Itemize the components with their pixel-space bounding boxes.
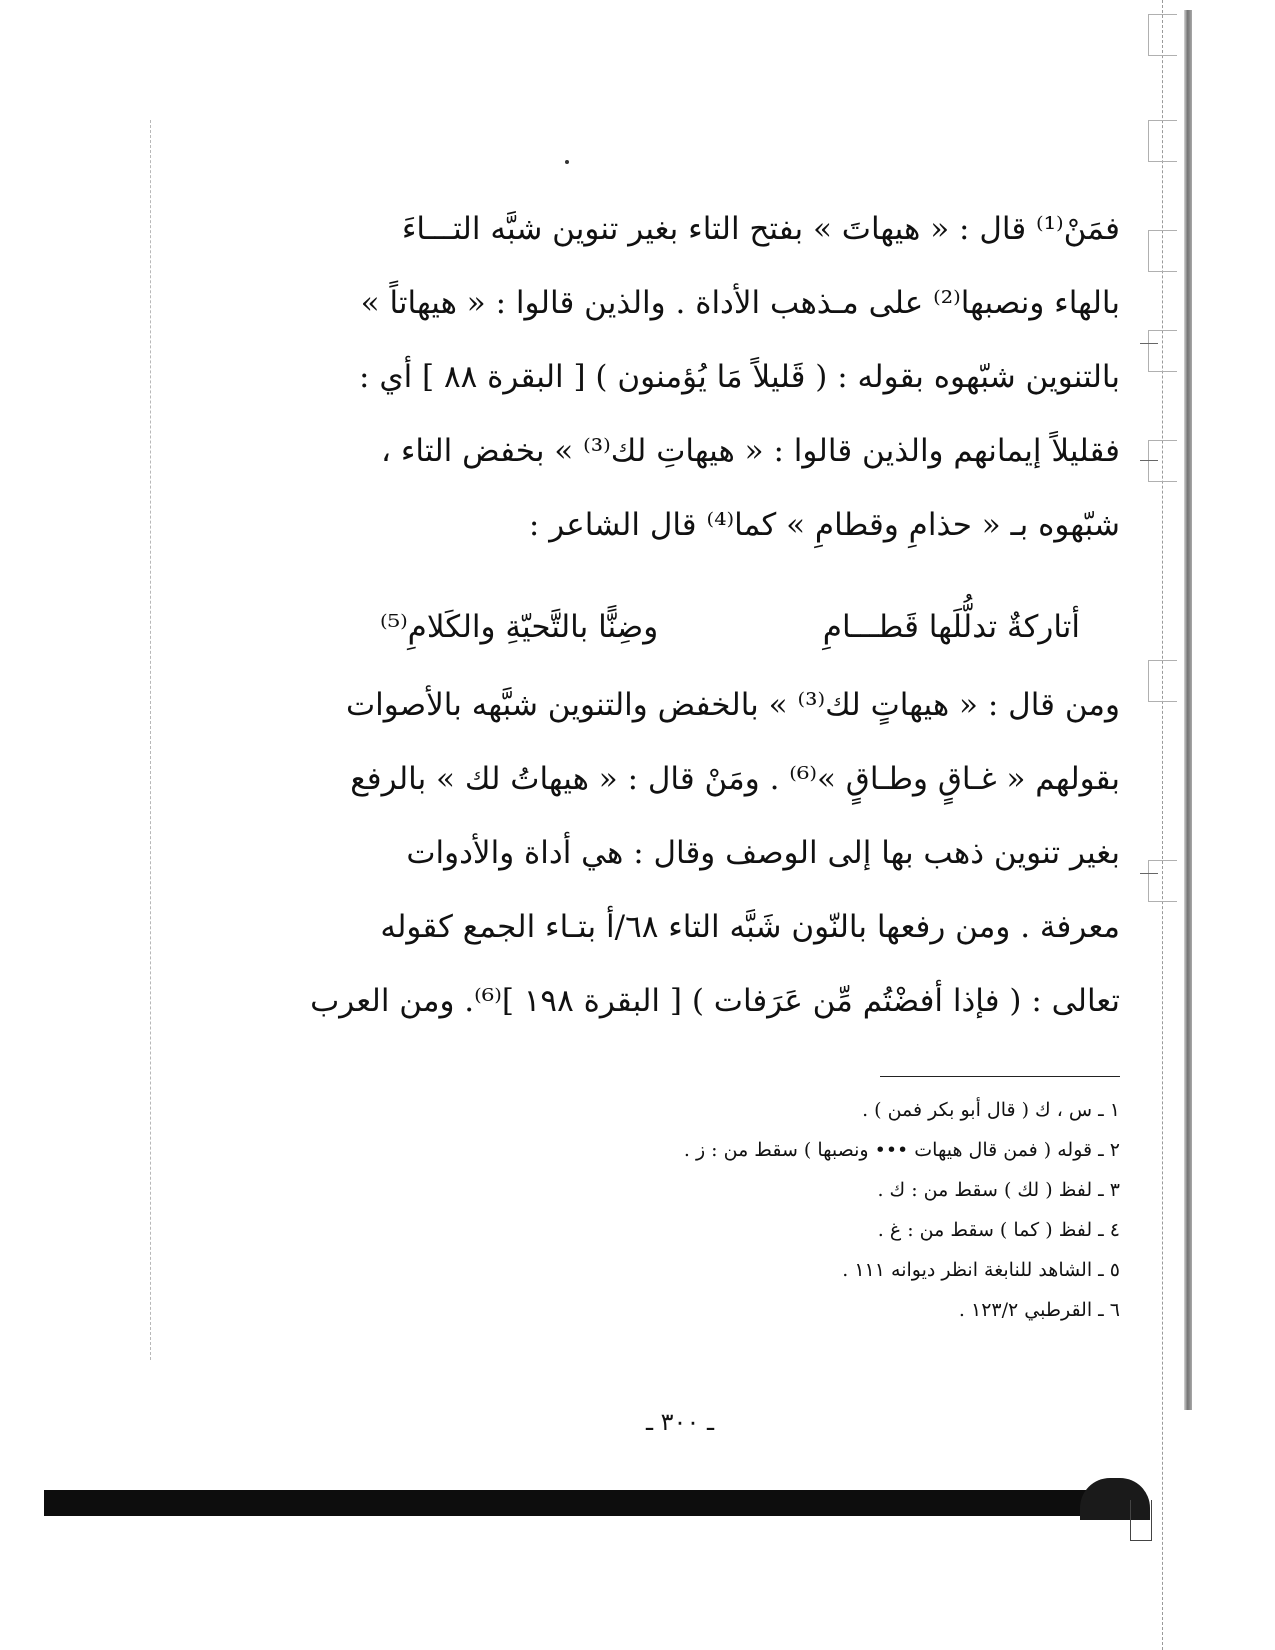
footnote: ٤ ـ لفظ ( كما ) سقط من : غ . [877, 1219, 1120, 1241]
binding-tab [1148, 14, 1177, 56]
footnote-separator [880, 1076, 1120, 1077]
binding-tab [1148, 120, 1177, 162]
binding-notch [1140, 873, 1158, 874]
binding-tab [1148, 860, 1177, 902]
binding-notch [1140, 343, 1158, 344]
text-line: شبّهوه بـ « حذامِ وقطامِ » كما⁽⁴⁾ قال الشاعر : [528, 507, 1120, 543]
binding-edge [1140, 0, 1200, 1650]
footnote: ٥ ـ الشاهد للنابغة انظر ديوانه ١١١ . [842, 1259, 1120, 1281]
footnote: ٢ ـ قوله ( فمن قال هيهات ••• ونصبها ) سقط من : ز . [683, 1139, 1120, 1161]
text-line: ومن قال : « هيهاتٍ لك⁽³⁾ » بالخفض والتنوين شبَّهه بالأصوات [345, 687, 1120, 723]
text-line: بغير تنوين ذهب بها إلى الوصف وقال : هي أداة والأدوات [406, 835, 1120, 871]
footnote: ٦ ـ القرطبي ١٢٣/٢ . [958, 1299, 1120, 1321]
main-text-block-2 [310, 668, 1120, 1038]
binding-shadow-band [1184, 10, 1192, 1410]
text-line: بالتنوين شبّهوه بقوله : ( قَليلاً مَا يُؤمنون ) [ البقرة ٨٨ ] أي : [359, 359, 1120, 395]
scan-corner-artifact [1130, 1500, 1152, 1541]
main-text-block-1 [320, 192, 1120, 562]
scan-speck [565, 160, 569, 164]
binding-tab [1148, 660, 1177, 702]
binding-notch [1140, 460, 1158, 461]
text-line: تعالى : ( فإذا أفضْتُم مِّن عَرَفات ) [ البقرة ١٩٨ ]⁽⁶⁾. ومن العرب [310, 983, 1120, 1019]
footnote: ٣ ـ لفظ ( لك ) سقط من : ك . [877, 1179, 1120, 1201]
verse-second-hemistich: وضِنًّا بالتَّحيّةِ والكَلامِ⁽⁵⁾ [380, 609, 659, 645]
text-line: فقليلاً إيمانهم والذين قالوا : « هيهاتِ لك⁽³⁾ » بخفض التاء ، [381, 433, 1120, 469]
binding-tab [1148, 330, 1177, 372]
scan-bottom-shadow-bar [44, 1490, 1134, 1516]
text-line: بالهاء ونصبها⁽²⁾ على مـذهب الأداة . والذين قالوا : « هيهاتاً » [360, 285, 1120, 321]
page-number: ـ ٣٠٠ ـ [645, 1408, 714, 1436]
scan-margin-marks [150, 120, 157, 1360]
footnote: ١ ـ س ، ك ( قال أبو بكر فمن ) . [862, 1099, 1120, 1121]
verse-first-hemistich: أتاركةٌ تدلُّلَها قَطـــامِ [822, 609, 1080, 645]
binding-tab [1148, 440, 1177, 482]
text-line: فمَنْ⁽¹⁾ قال : « هيهاتَ » بفتح التاء بغير تنوين شبَّه التـــاءَ [401, 211, 1120, 247]
footnotes [420, 1090, 1120, 1330]
poetry-verse [380, 590, 1080, 664]
binding-tab [1148, 230, 1177, 272]
text-line: معرفة . ومن رفعها بالنّون شَبَّه التاء ٦٨/أ بتـاء الجمع كقوله [380, 909, 1120, 945]
text-line: بقولهم « غـاقٍ وطـاقٍ »⁽⁶⁾ . ومَنْ قال : « هيهاتُ لك » بالرفع [350, 761, 1120, 797]
